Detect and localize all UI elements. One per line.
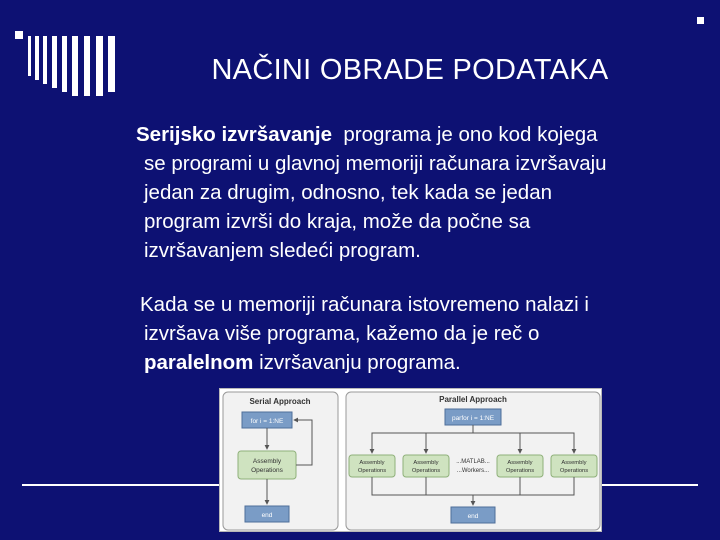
serial-end-label: end xyxy=(261,512,273,519)
serial-assembly-box xyxy=(238,451,296,479)
paragraph2-line3 xyxy=(136,348,696,377)
paragraph1-line3: jedan za drugim, odnosno, tek kada se jedan xyxy=(144,181,552,204)
parallel-assembly-1-line1: Assembly xyxy=(359,460,385,466)
parallel-end-label: end xyxy=(467,513,479,520)
parallel-assembly-4-line1: Assembly xyxy=(561,460,587,466)
bold-term-serial: Serijsko izvršavanje xyxy=(136,123,333,146)
serial-vs-parallel-figure xyxy=(219,388,602,532)
approach-diagram xyxy=(220,389,603,533)
paragraph1-line1 xyxy=(136,120,696,149)
parallel-loop-label: parfor i = 1:NE xyxy=(451,415,495,422)
paragraph2-line1: Kada se u memoriji računara istovremeno nalazi i xyxy=(140,293,589,316)
serial-assembly-line1: Assembly xyxy=(252,458,282,465)
matlab-workers-line1: ...MATLAB... xyxy=(456,459,490,465)
parallel-assembly-2-line1: Assembly xyxy=(413,460,439,466)
paragraph-parallel-execution xyxy=(136,290,696,377)
parallel-assembly-1-line2: Operations xyxy=(357,468,387,474)
parallel-header: Parallel Approach xyxy=(439,395,507,404)
divider-line-left xyxy=(22,484,220,486)
serial-assembly-line2: Operations xyxy=(251,467,283,474)
parallel-assembly-3-line2: Operations xyxy=(505,468,535,474)
paragraph1-line4: program izvrši do kraja, može da počne sa xyxy=(144,210,531,233)
paragraph1-line2: se programi u glavnoj memoriji računara izvršavaju xyxy=(144,152,607,175)
slide-title: NAČINI OBRADE PODATAKA xyxy=(211,54,609,86)
divider-line-right xyxy=(602,484,698,486)
bold-term-parallel: paralelnom xyxy=(144,351,254,374)
paragraph2-line2: izvršava više programa, kažemo da je reč o xyxy=(144,322,540,345)
parallel-assembly-2-line2: Operations xyxy=(411,468,441,474)
serial-header: Serial Approach xyxy=(249,397,311,406)
matlab-workers-line2: ...Workers... xyxy=(456,468,490,474)
paragraph1-line5: izvršavanjem sledeći program. xyxy=(144,239,421,262)
serial-loop-label: for i = 1:NE xyxy=(250,418,284,425)
parallel-assembly-3-line1: Assembly xyxy=(507,460,533,466)
parallel-assembly-4-line2: Operations xyxy=(559,468,589,474)
paragraph2-line3-rest: izvršavanju programa. xyxy=(253,351,461,374)
paragraph-serial-execution xyxy=(136,120,696,265)
paragraph1-line1-rest: programa je ono kod kojega xyxy=(332,123,598,146)
